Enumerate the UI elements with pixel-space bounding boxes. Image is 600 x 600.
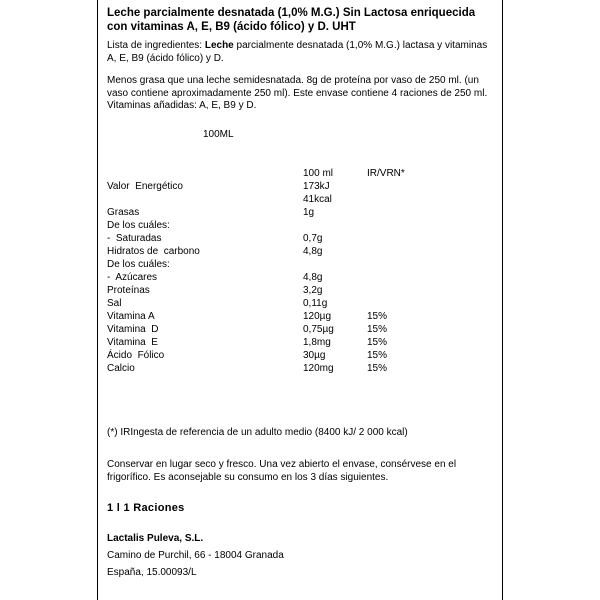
table-row: [107, 193, 407, 206]
nutrition-header-row: [107, 167, 407, 180]
nutrition-row-name: Grasas: [107, 207, 140, 218]
nutrition-row-ir: [367, 258, 407, 271]
table-row: [107, 206, 407, 219]
nutrition-row-value: 120mg: [303, 363, 334, 374]
storage-instructions: Conservar en lugar seco y fresco. Una vez abierto el envase, consérvese en el frigorífico. Es aconsejable su consumo en los 3 días siguientes.: [107, 458, 457, 483]
table-row: [107, 362, 407, 375]
nutrition-row-name: Vitamina A: [107, 311, 155, 322]
company-block: [107, 530, 497, 581]
nutrition-row-name: Proteínas: [107, 285, 150, 296]
ingredients-paragraph: [107, 40, 497, 65]
servings-info: 1 l 1 Raciones: [107, 501, 185, 514]
nutrition-row-value: [303, 258, 367, 271]
nutrition-row-name: Valor Energético: [107, 181, 183, 192]
ingredients-lead: Lista de ingredientes:: [107, 40, 205, 51]
nutrition-row-value: 173kJ: [303, 181, 330, 192]
claims-paragraph: Menos grasa que una leche semidesnatada. 8g de proteína por vaso de 250 ml. (un vaso contiene aproximadamente 250 ml). Este envase contiene 4 raciones de 250 ml. Vitaminas añadidas: A, E, B9 y D.: [107, 75, 488, 111]
product-title: Leche parcialmente desnatada (1,0% M.G.) Sin Lactosa enriquecida con vitaminas A, E, B9 (ácido fólico) y D. UHT: [107, 7, 476, 33]
reference-intake-footnote: (*) IRIngesta de referencia de un adulto medio (8400 kJ/ 2 000 kcal): [107, 427, 408, 438]
nutrition-row-value: 41kcal: [303, 194, 332, 205]
nutrition-header-col0: [107, 167, 303, 180]
table-row: [107, 323, 407, 336]
nutrition-row-value: 0,7g: [303, 233, 323, 244]
nutrition-row-value: [303, 219, 367, 232]
nutrition-row-ir: [367, 193, 407, 206]
nutrition-row-name: - Saturadas: [107, 233, 162, 244]
left-border-rule: [97, 0, 98, 600]
table-row: [107, 180, 407, 193]
nutrition-row-value: 1g: [303, 207, 315, 218]
nutrition-row-name: [107, 193, 303, 206]
table-row: [107, 258, 407, 271]
nutrition-row-ir: 15%: [367, 337, 388, 348]
nutrition-row-value: 0,11g: [303, 298, 328, 309]
nutrition-row-name: Sal: [107, 298, 122, 309]
nutrition-row-value: 30µg: [303, 350, 326, 361]
nutrition-row-ir: 15%: [367, 311, 388, 322]
table-row: [107, 310, 407, 323]
label-content: [107, 6, 497, 581]
table-row: [107, 232, 407, 245]
nutrition-row-value: 3,2g: [303, 285, 323, 296]
volume-marker: 100ML: [203, 128, 234, 140]
nutrition-row-name: Vitamina E: [107, 337, 158, 348]
table-row: [107, 336, 407, 349]
nutrition-row-value: 1,8mg: [303, 337, 331, 348]
nutrition-row-ir: [367, 206, 407, 219]
table-row: [107, 245, 407, 258]
nutrition-row-name: Calcio: [107, 363, 135, 374]
nutrition-row-ir: 15%: [367, 324, 388, 335]
company-address: Camino de Purchil, 66 - 18004 Granada: [107, 549, 284, 561]
nutrition-row-value: 4,8g: [303, 272, 323, 283]
right-border-rule: [502, 0, 503, 600]
nutrition-header-col2: IR/VRN*: [367, 168, 405, 179]
nutrition-row-ir: [367, 245, 407, 258]
nutrition-row-name: - Azúcares: [107, 272, 158, 283]
nutrition-row-ir: [367, 232, 407, 245]
nutrition-row-ir: [367, 284, 407, 297]
company-name: Lactalis Puleva, S.L.: [107, 532, 204, 544]
table-row: [107, 219, 407, 232]
nutrition-row-name: De los cuáles:: [107, 220, 170, 231]
nutrition-row-name: Hidratos de carbono: [107, 246, 200, 257]
table-row: [107, 271, 407, 284]
nutrition-row-name: Ácido Fólico: [107, 350, 165, 361]
nutrition-row-ir: [367, 219, 407, 232]
nutrition-row-value: 120µg: [303, 311, 332, 322]
table-row: [107, 349, 407, 362]
nutrition-row-ir: [367, 297, 407, 310]
nutrition-row-name: Vitamina D: [107, 324, 159, 335]
table-row: [107, 284, 407, 297]
nutrition-row-value: 4,8g: [303, 246, 323, 257]
nutrition-table: [107, 167, 407, 375]
company-country-code: España, 15.00093/L: [107, 566, 197, 578]
nutrition-row-value: 0,75µg: [303, 324, 334, 335]
nutrition-row-ir: [367, 271, 407, 284]
ingredients-rest: parcialmente desnatada (1,0% M.G.) lactasa y vitaminas A, E, B9 (ácido fólico) y D.: [107, 40, 488, 64]
nutrition-row-ir: [367, 180, 407, 193]
nutrition-row-ir: 15%: [367, 363, 388, 374]
nutrition-row-ir: 15%: [367, 350, 388, 361]
nutrition-row-name: De los cuáles:: [107, 259, 170, 270]
ingredients-bold-part: Leche: [204, 40, 234, 51]
nutrition-header-col1: 100 ml: [303, 168, 334, 179]
table-row: [107, 297, 407, 310]
